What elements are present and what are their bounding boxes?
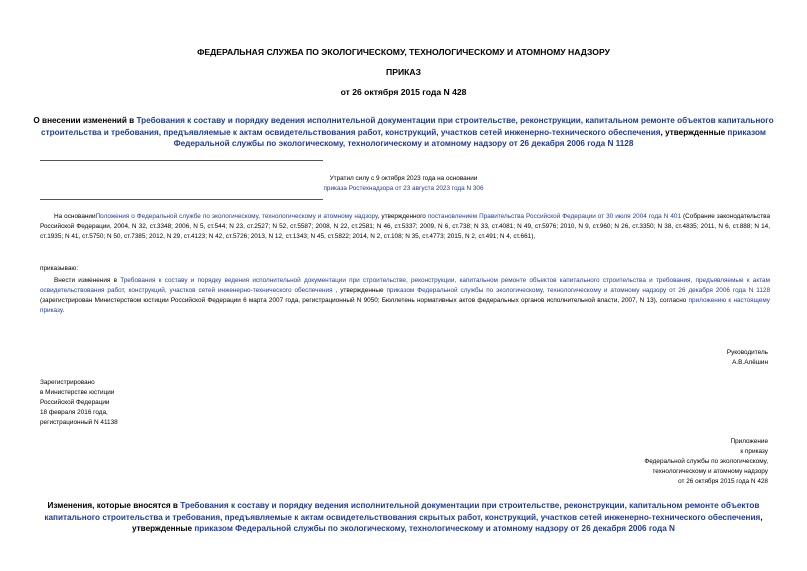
amend-link-order-1128[interactable]: приказом Федеральной службы по экологическому, технологическому и атомному надзору от 26 декабря 2006 года N 1128	[386, 286, 770, 294]
registration-line: 18 февраля 2016 года,	[40, 408, 108, 416]
amend-mid-2: (зарегистрирован Министерством юстиции Российской Федерации 6 марта 2007 года, регистрационный N 9050; Бюллетень нормативных актов федеральных органов исполнительной власти, 2007, N 13), согласно	[40, 296, 689, 304]
agency-heading: ФЕДЕРАЛЬНАЯ СЛУЖБА ПО ЭКОЛОГИЧЕСКОМУ, ТЕХНОЛОГИЧЕСКОМУ И АТОМНОМУ НАДЗОРУ	[197, 47, 610, 57]
divider-bottom	[40, 199, 323, 200]
title-link-requirements[interactable]: Требования к составу и порядку ведения исполнительной документации при строительстве, реконструкции, капитальном ремонте объектов капитального строительства и требования, предъявляемые к актам освидетельствования работ, конструкций, участков сетей инженерно-технического обеспечения	[41, 116, 774, 137]
doc-type-heading: ПРИКАЗ	[386, 67, 421, 77]
amend-end: .	[62, 306, 65, 314]
changes-heading	[30, 500, 777, 535]
registration-line: в Министерстве юстиции	[40, 388, 115, 396]
appendix-block	[470, 437, 768, 487]
amend-prefix: Внести изменения в	[54, 277, 121, 284]
basis-link-regulation[interactable]: Положения о Федеральной службе по экологическому, технологическому и атомному надзору	[95, 213, 378, 220]
signature-name: А.В.Алёшин	[732, 359, 768, 366]
changes-link-requirements[interactable]: Требования к составу и порядку ведения исполнительной документации при строительстве, реконструкции, капитальном ремонте объектов капитального строительства и требования, предъявляемые к актам освидетельствования скрытых работ, конструкций, участков сетей инженерно-технического обеспечения	[44, 501, 761, 522]
doc-date-number: от 26 октября 2015 года N 428	[340, 87, 467, 97]
appendix-line: к приказу	[740, 447, 768, 455]
document-title	[30, 115, 777, 150]
signature-role: Руководитель	[726, 349, 768, 356]
amend-mid-1: , утвержденные	[332, 286, 387, 294]
changes-link-order-1128[interactable]: приказом Федеральной службы по экологическому, технологическому и атомному надзору от 26 декабря 2006 года N	[194, 524, 675, 533]
amend-link-requirements[interactable]: Требования к составу и порядку ведения исполнительной документации при строительстве, реконструкции, капитальном ремонте объектов капитального строительства и требования, предъявляемые к актам освидетельствования работ, конструкций, участков сетей инженерно-технического обеспечения	[40, 277, 770, 294]
status-link-order-306[interactable]: приказа Ростехнадзора от 23 августа 2023 года N 306	[323, 185, 484, 192]
appendix-line: Федеральной службы по экологическому,	[644, 457, 768, 465]
amend-link-appendix[interactable]: приложению к настоящему приказу	[40, 296, 770, 314]
divider-top	[40, 160, 323, 161]
basis-prefix: На основании	[54, 213, 96, 220]
title-prefix: О внесении изменений в	[33, 116, 137, 125]
basis-rest: (Собрание законодательства Российской Федерации, 2004, N 32, ст.3348; 2006, N 5, ст.544; N 23, ст.2527; N 52, ст.5587; 2008, N 22, ст.2581; N 46, ст.5337; 2009, N 6, ст.738; N 33, ст.4081; N 49, ст.5976; 2010, N 9, ст.960; N 26, ст.3350; N 38, ст.4835; 2011, N 6, ст.888; N 14, ст.1935; N 41, ст.5750; N 50, ст.7385; 2012, N 29, ст.4123; N 42, ст.5726; 2013, N 12, ст.1343; N 45, ст.5822; 2014, N 2, ст.108; N 35, ст.4773; 2015, N 2, ст.491; N 4, ст.661),	[40, 213, 770, 240]
registration-line: Российской Федерации	[40, 398, 110, 406]
basis-link-decree-401[interactable]: постановлением Правительства Российской Федерации от 30 июля 2004 года N 401	[427, 213, 682, 220]
appendix-line: технологическому и атомному надзору	[652, 467, 768, 475]
amend-paragraph	[40, 276, 770, 316]
registration-line: регистрационный N 41138	[40, 418, 118, 426]
changes-middle: , утвержденные	[132, 512, 763, 533]
appendix-line: Приложение	[730, 438, 768, 445]
order-word: приказываю:	[40, 265, 78, 272]
appendix-line: от 26 октября 2015 года N 428	[678, 477, 768, 485]
changes-prefix: Изменения, которые вносятся в	[47, 501, 181, 510]
status-line-1: Утратил силу с 9 октября 2023 года на основании	[329, 175, 478, 182]
basis-mid: , утвержденного	[377, 213, 428, 220]
registration-block	[40, 378, 300, 428]
registration-line: Зарегистрировано	[40, 379, 95, 386]
title-middle: , утвержденные	[660, 127, 728, 137]
title-link-order-1128[interactable]: приказом Федеральной службы по экологическому, технологическому и атомному надзору от 26 декабря 2006 года N 1128	[173, 127, 766, 148]
basis-paragraph	[40, 212, 770, 242]
